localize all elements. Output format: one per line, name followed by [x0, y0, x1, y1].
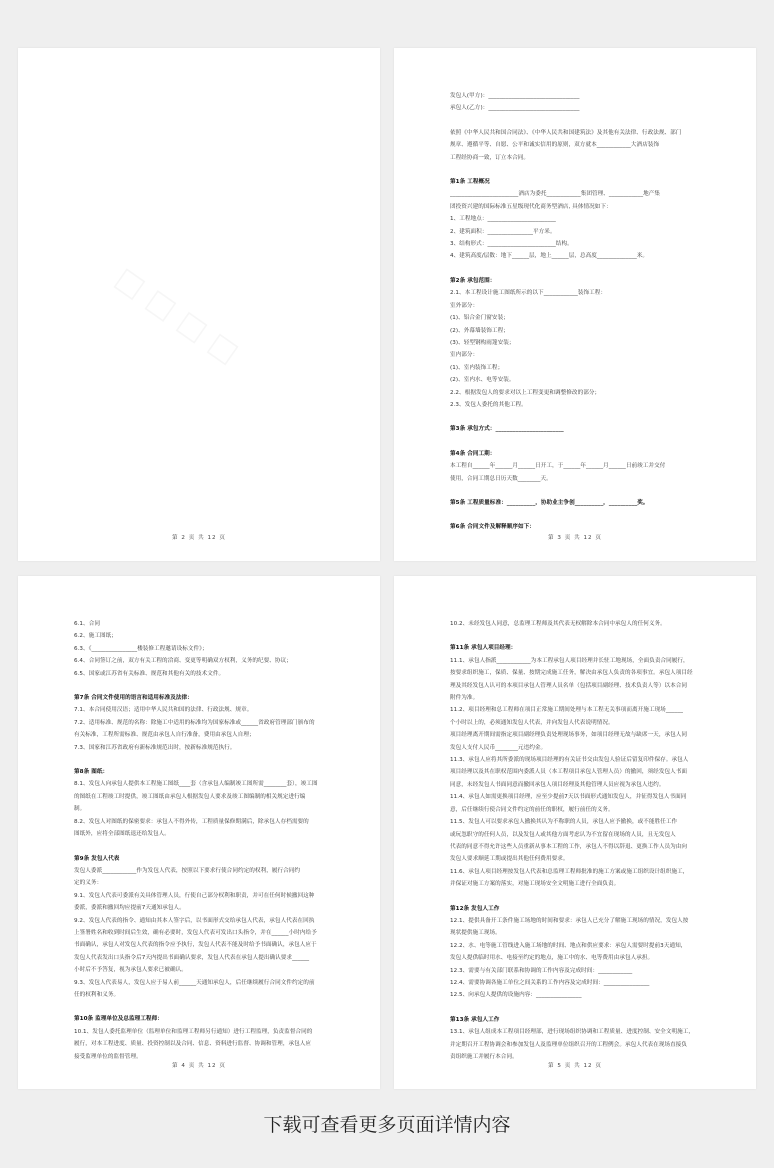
text-line: (1)、铝合金门窗安装；	[450, 315, 509, 322]
text-line: 发包人代表发出口头指令后7天内提出书面确认要求，发包人代表在承包人提出确认要求______	[74, 954, 310, 961]
text-line: 8.1、发包人向承包人提供本工程施工图纸____套（含承包人编制竣工图所需________套），竣工图	[74, 781, 318, 788]
text-line: 接受监理单位的监督管理。	[74, 1053, 142, 1060]
text-line: 发包人支付人民币________元违约金。	[450, 744, 547, 751]
text-line: 11.1、承包人指派____________为本工程承包人项目经理并长驻工地现场，全面负责合同履行，	[450, 657, 689, 664]
text-line: 11.6、承包人项目经理按发包人代表和总监理工程师批准的施工方案或施工组织设计组织施工，	[450, 868, 689, 875]
text-line: 9.3、发包人代表易人，发包人应于易人前______天通知承包人，后任继续履行合同文件约定的前	[74, 979, 315, 986]
text-line: 10.2、未经发包人同意，总监理工程师及其代表无权解除本合同中承包人的任何义务。	[450, 621, 666, 627]
text-line: 6.5、国家或江苏省有关标准、规范和其他有关的技术文件。	[74, 670, 225, 677]
text-line: 12.1、提供具备开工条件施工场地的时间和要求：承包人已充分了解施工现场的情况，发包人按	[450, 917, 689, 924]
text-line: 代表的同意不得允许这些人员重新从事本工程的工作，承包人不得以辞退、更换工作人员为由向	[450, 843, 688, 850]
section-heading: 第10条 监理单位及总监理工程师：	[74, 1016, 163, 1023]
text-line: 9.2、发包人代表的指令、通知由其本人签字后，以书面形式交给承包人代表，承包人代表在回执	[74, 917, 315, 924]
text-line: 的图纸在工程竣工时提供，竣工图纸由承包人根据发包人要求及竣工图编制的相关规定进行编	[74, 793, 306, 800]
text-line: 附件为准。	[450, 695, 479, 702]
text-line: 定的义务：	[74, 880, 103, 887]
download-caption[interactable]: 下载可查看更多页面详情内容	[263, 1114, 511, 1136]
text-line: 12.4、需要协调各施工单位之间关系的工作内容及完成时间：________________	[450, 979, 650, 986]
text-line: 11.3、承包人应将其所委派的现场项目经理的有关证书交由发包人验证后留复印件保存。承包人	[450, 757, 689, 764]
text-line: 同意，未经发包人书面同意而撤回承包人项目经理及其他管理人员应视为承包人违约。	[450, 781, 665, 788]
text-line: 3、结构形式：________________________结构。	[450, 241, 573, 248]
text-line: 7.3、国家和江苏省政府有新标准规范出时，按新标准规范执行。	[74, 744, 236, 751]
section-heading: 第1条 工程概况	[450, 179, 490, 186]
text-line: 任的权利和义务。	[74, 991, 120, 998]
section-heading: 第3条 承包方式：________________________	[450, 426, 564, 433]
text-line: 2、建筑面积：________________平方米。	[450, 228, 556, 235]
text-line: 按要求组织施工，保质、保量、按期完成施工任务，解决由承包人负责的各项事宜。承包人项目经	[450, 670, 693, 677]
text-line: 8.2、发包人对图纸的保密要求：承包人不得外传，工程质量保修期满后，除承包人存档需要的	[74, 818, 309, 825]
text-line: 履行，对本工程进度、质量、投资控制以及合同、信息、资料进行监督、协调和管理，承包人应	[74, 1041, 312, 1048]
text-line: (2)、室内水、电等安装。	[450, 377, 515, 384]
text-line: 室外部分：	[450, 302, 479, 309]
spacer	[450, 436, 722, 448]
text-line: 现状提供施工现场。	[450, 930, 501, 937]
watermark	[109, 260, 245, 370]
text-line: 6.3、《________________楼装修工程邀请设标文件》；	[74, 645, 208, 652]
text-line: 依照《中华人民共和国合同法》、《中华人民共和国建筑法》及其他有关法律、行政法规、部门	[450, 129, 682, 136]
text-line: 室内部分：	[450, 352, 479, 359]
text-line: 12.3、需要与有关部门联系和协调的工作内容及完成时间：____________	[450, 967, 633, 974]
text-line: 项目经理离开期间需指定项目副经理负责处理现场事务，如项目经理无故与缺席一天，承包人同	[450, 732, 688, 739]
text-line: 2.1、本工程设计施工图纸所示的以下____________装饰工程：	[450, 290, 607, 297]
section-heading: 第12条 发包人工作	[450, 905, 500, 912]
text-line: 个小时以上的，必须通知发包人代表，并向发包人代表说明情况。	[450, 719, 614, 726]
text-line: 12.2、水、电等施工管线进入施工场地的时间、地点和供应要求：承包人需要时提前3天通知，	[450, 942, 687, 949]
text-line: 12.5、向承包人提供的设施内容：________________	[450, 992, 582, 999]
text-line: 图纸外，应将全部图纸退还给发包人。	[74, 831, 170, 838]
spacer	[74, 754, 346, 766]
text-line: 11.5、发包人可以要求承包人撤换其认为不称职的人员，承包人应予撤换，或不能胜任工作	[450, 819, 678, 826]
text-line: 责组织施工并履行本合同。	[450, 1054, 518, 1060]
page-footer: 第 4 页 共 12 页	[172, 1063, 226, 1069]
section-heading: 第6条 合同文件及解释顺序如下：	[450, 524, 535, 531]
page-content	[74, 618, 346, 1063]
text-line: 6.4、合同签订之前，双方有关工程的洽商、变更等明确双方权利，义务的纪要、协议；	[74, 658, 292, 665]
section-heading: 第11条 承包人项目经理：	[450, 645, 517, 652]
section-heading: 第2条 承包范围：	[450, 277, 496, 284]
text-line: 小时后不予答复，视为承包人要求已被确认。	[74, 967, 187, 974]
text-line: 11.4、承包人如需更换项目经理，应至少提前7天以书面形式通知发包人，并征得发包人书面同	[450, 794, 687, 801]
page-content	[450, 90, 722, 534]
spacer	[74, 1001, 346, 1013]
text-line: 或玩忽职守的任何人员，以及发包人或其他方面考虑认为不宜留在现场的人员，且无发包人	[450, 831, 676, 838]
text-line: ________________________酒店为委托____________集团管理、____________地产集	[450, 191, 661, 198]
text-line: 并保证对施工方案的落实，对施工现场安全文明施工进行全面负责。	[450, 881, 620, 888]
text-line: 发包人要求顺延工期或提出其他任何费用要求。	[450, 856, 569, 863]
text-line: (3)、轻型钢构雨篷安装；	[450, 339, 515, 346]
text-line: 2.3、发包人委托的其他工程。	[450, 401, 527, 408]
spacer	[450, 485, 722, 497]
text-line: 上签署姓名和收到时间后生效，确有必要时，发包人代表可发出口头指令，并在______小时内给予	[74, 929, 317, 936]
spacer	[450, 1002, 722, 1014]
text-line: 书面确认，承包人对发包人代表的指令应予执行，发包人代表不能及时给予书面确认，承包人应于	[74, 942, 317, 949]
text-line: (2)、外幕墙装饰工程；	[450, 327, 509, 334]
page-footer: 第 5 页 共 12 页	[548, 1063, 602, 1069]
document-page-3	[394, 48, 756, 561]
section-heading: 第9条 发包人代表	[74, 855, 120, 862]
text-line: 并定期召开工程协调会和参加发包人及监理单位组织召开的工程例会。承包人代表在现场直接负	[450, 1041, 688, 1048]
text-line: 本工程自______年______月______日开工，于______年______月______日前竣工并交付	[450, 463, 666, 470]
section-heading: 第5条 工程质量标准：__________，协助业主争创__________，__________奖。	[450, 499, 649, 506]
spacer	[450, 115, 722, 127]
section-heading: 第4条 合同工期：	[450, 450, 496, 457]
document-page-2	[18, 48, 380, 561]
text-line: 发包人(甲方)：________________________________	[450, 93, 580, 99]
text-line: 工程经协商一致，订立本合同。	[450, 154, 530, 161]
text-line: 制。	[74, 806, 86, 813]
text-line: 项目经理以及其在职权范围内委派人员（本工程项目承包人管理人员）的撤回，须经发包人书面	[450, 769, 688, 776]
text-line: 13.1、承包人组成本工程项目经理部，进行现场组织协调和工程质量、进度控制、安全文明施工，	[450, 1029, 695, 1036]
spacer	[450, 164, 722, 176]
text-line: 10.1、发包人委托监理单位（监理单位和监理工程师另行通知）进行工程监理，负责监督合同的	[74, 1028, 313, 1035]
text-line: 11.2、项目经理和总工程师在项目正常施工期间处理与本工程无关事项而离开施工现场______	[450, 707, 683, 714]
page-footer: 第 3 页 共 12 页	[548, 535, 602, 541]
text-line: 7.2、适用标准、规范的名称：除施工中适用的标准均为国家标准或______省政府管理部门颁布的	[74, 719, 315, 726]
text-line: 7.1、本合同使用汉语；适用中华人民共和国的法律、行政法规、规章。	[74, 707, 253, 714]
page-content	[450, 618, 722, 1063]
text-line: 团投资兴建的国际标准五星级现代化商务型酒店, 具体情况如下：	[450, 203, 612, 210]
spacer	[450, 263, 722, 275]
text-line: 有关标准，工程所需标准、规范由承包人自行准备，费用由承包人自理；	[74, 732, 255, 739]
text-line: 规章、遵循平等、自愿、公平和诚实信用的原则，双方就本____________大酒店装饰	[450, 142, 660, 149]
text-line: 6.1、合同	[74, 621, 100, 627]
spacer	[450, 891, 722, 903]
text-line: 1、工程地点：________________________	[450, 216, 556, 223]
spacer	[74, 841, 346, 853]
text-line: 发包人委派____________作为发包人代表，按照以下要求行使合同约定的权利，履行合同约	[74, 867, 301, 874]
text-line: 使用，合同工期总日历天数________天。	[450, 475, 552, 482]
text-line: 发包人提供临时用水、电接至约定的地点，施工中的水、电等费用由承包人承担。	[450, 955, 654, 962]
document-page-4	[18, 576, 380, 1089]
document-page-5	[394, 576, 756, 1089]
text-line: 意，后任继续行使合同文件约定的前任的职权，履行前任的义务。	[450, 806, 614, 813]
spacer	[450, 411, 722, 423]
text-line: 6.2、施工图纸；	[74, 633, 117, 640]
section-heading: 第7条 合同文件使用的语言和适用标准及法律：	[74, 695, 193, 702]
text-line: (1)、室内装饰工程；	[450, 364, 504, 371]
spacer	[74, 680, 346, 692]
text-line: 承包人(乙方)：________________________________	[450, 105, 580, 112]
text-line: 理及其经发包人认可的本项目承包人管理人员名单（包括项目副经理、技术负责人等）以本合同	[450, 682, 688, 689]
spacer	[450, 509, 722, 521]
section-heading: 第13条 承包人工作	[450, 1016, 500, 1023]
text-line: 4、建筑高度/层数：地下______层，地上______层，总高度______________米。	[450, 253, 649, 260]
spacer	[450, 630, 722, 642]
text-line: 委派，委派和撤回均应提前7天通知承包人。	[74, 905, 185, 912]
page-footer: 第 2 页 共 12 页	[172, 535, 226, 541]
text-line: 9.1、发包人代表可委派有关具体管理人员，行使自己部分权利和职责，并可在任何时候撤回这种	[74, 892, 315, 899]
section-heading: 第8条 图纸：	[74, 769, 109, 776]
text-line: 2.2、根据发包人的要求对以上工程变更和调整修改的部分；	[450, 389, 601, 396]
